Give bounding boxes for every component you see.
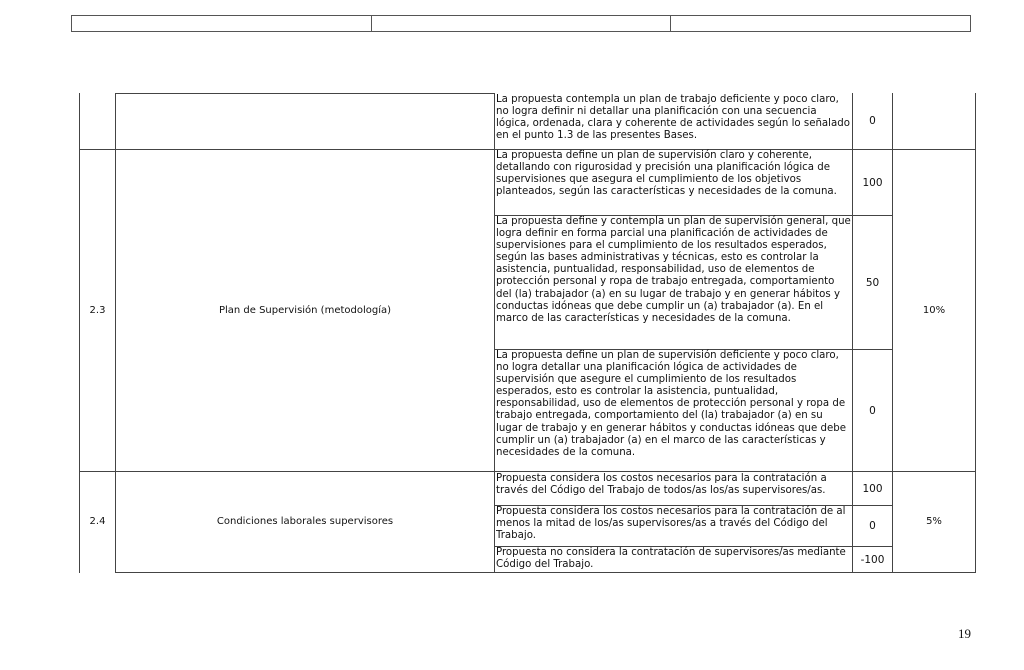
header-table xyxy=(71,15,971,32)
criterion-name: Condiciones laborales supervisores xyxy=(216,516,394,527)
score-value: 0 xyxy=(869,404,876,417)
score-value: 100 xyxy=(862,482,883,495)
criterion-description: La propuesta define un plan de supervisión claro y coherente, detallando con rigurosidad y precisión una planificación lógica de supervisiones que asegura el cumplimiento de los objetivos planteados, según las características y necesidades de la comuna. xyxy=(496,150,837,198)
criterion-name: Plan de Supervisión (metodología) xyxy=(218,304,392,316)
criterion-description: La propuesta define un plan de supervisión deficiente y poco claro, no logra detallar una planificación lógica de actividades de supervisión que asegure el cumplimiento de los resultados esperados, esto es controlar la asistencia, puntualidad, responsabilidad, uso de elementos de protección personal y ropa de trabajo entregada, comportamiento del (la) trabajador (a) en su lugar de trabajo y en generar hábitos y conductas idóneas que debe cumplir un (a) trabajador (a) en el marco de las características y necesidades de la comuna. xyxy=(496,350,846,458)
weight-value: 5% xyxy=(926,516,942,527)
criterion-description: Propuesta considera los costos necesarios para la contratación a través del Código del Trabajo de todos/as los/as supervisores/as. xyxy=(496,473,827,497)
criterion-description: Propuesta no considera la contratación de supervisores/as mediante Código del Trabajo. xyxy=(496,547,846,571)
evaluation-table xyxy=(79,93,976,573)
score-value: 0 xyxy=(869,520,876,532)
score-value: 50 xyxy=(865,276,880,289)
page-number: 19 xyxy=(958,626,971,641)
header-cell xyxy=(671,16,970,31)
header-cell xyxy=(72,16,372,31)
criterion-description: Propuesta considera los costos necesarios para la contratación de al menos la mitad de los/as supervisores/as a través del Código del Trabajo. xyxy=(496,506,846,542)
header-cell xyxy=(372,16,672,31)
score-value: -100 xyxy=(860,553,885,566)
weight-value: 10% xyxy=(922,304,946,316)
criterion-description: La propuesta contempla un plan de trabajo deficiente y poco claro, no logra definir ni detallar una planificación con una secuencia lógica, ordenada, clara y coherente de actividades según lo señalado en el punto 1.3 de las presentes Bases. xyxy=(496,94,850,142)
item-number: 2.3 xyxy=(89,304,106,316)
score-value: 0 xyxy=(869,115,876,127)
score-value: 100 xyxy=(862,176,883,189)
criterion-description: La propuesta define y contempla un plan de supervisión general, que logra definir en forma parcial una planificación de actividades de supervisiones para el cumplimiento de los resultados esperados, según las bases administrativas y técnicas, esto es controlar la asistencia, puntualidad, responsabilidad, uso de elementos de protección personal y ropa de trabajo entregada, comportamiento del (la) trabajador (a) en su lugar de trabajo y en generar hábitos y conductas idóneas que debe cumplir un (a) trabajador (a). En el marco de las características y necesidades de la comuna. xyxy=(496,216,851,324)
item-number: 2.4 xyxy=(89,516,106,527)
